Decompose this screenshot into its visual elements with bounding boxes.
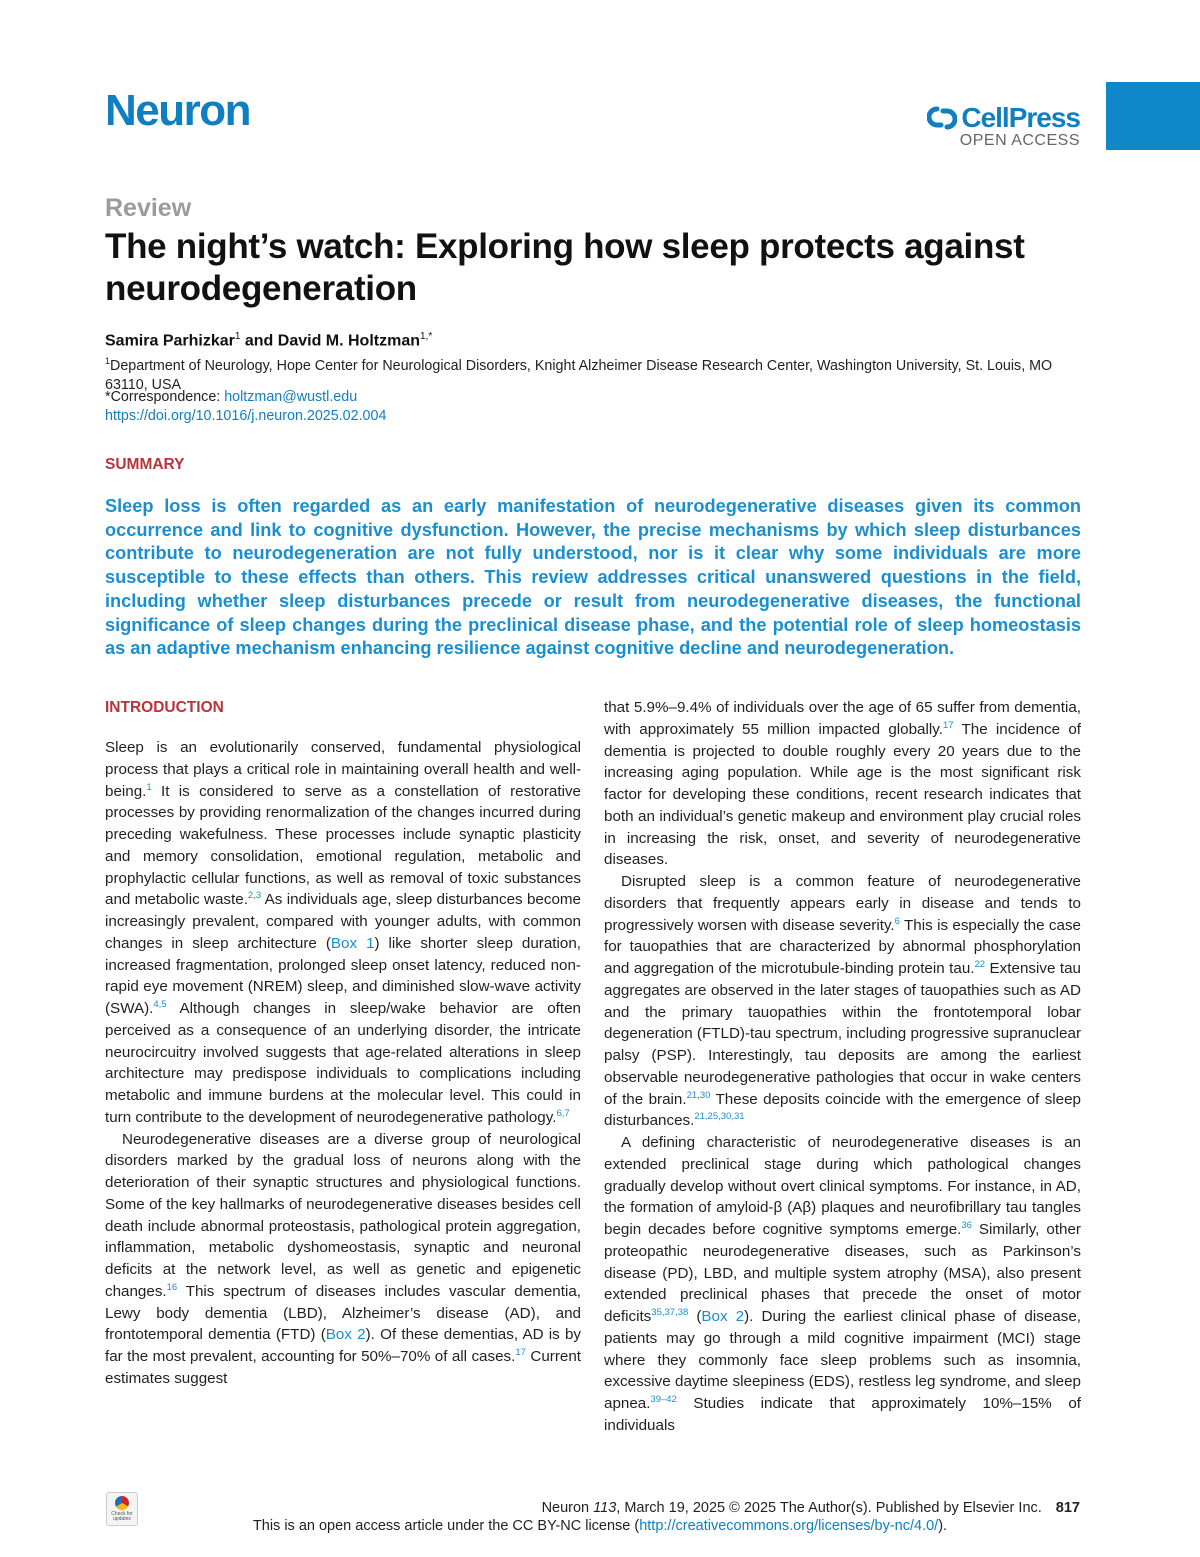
text-run: Neurodegenerative diseases are a diverse group of neurological disorders marked by the gradual loss of neurons along with the deterioration of their synaptic structures and physiological functions. Some of the key hallmarks of neurodegenerative diseases besides cell death include abnormal proteostasis, pathological protein aggregation, inflammation, metabolic dyshomeostasis, synaptic and neuronal deficits at the network level, as well as genetic and epigenetic changes. xyxy=(105,1130,581,1300)
citation-ref[interactable]: 17 xyxy=(515,1347,526,1358)
open-access-label: OPEN ACCESS xyxy=(959,132,1080,149)
cellpress-logo-icon xyxy=(927,105,957,131)
text-run: ) like shorter sleep duration, increased fragmentation, prolonged sleep onset latency, reduced non-rapid eye movement (NREM) sleep, and diminished slow-wave activity (SWA). xyxy=(105,934,581,1017)
text-run: This is especially the case for tauopathies that are characterized by abnormal phosphorylation and aggregation of the microtubule-binding protein tau. xyxy=(604,916,1081,977)
author-list xyxy=(105,331,432,350)
box-link[interactable]: Box 1 xyxy=(330,934,375,952)
citation-ref[interactable]: 16 xyxy=(166,1281,178,1293)
correspondence-email-link[interactable]: holtzman@wustl.edu xyxy=(224,389,358,405)
text-run: ). During the earliest clinical phase of disease, patients may go through a mild cognitive impairment (MCI) stage where they commonly face sleep problems such as insomnia, excessive daytime sleepiness (EDS), restless leg syndrome, and sleep apnea. xyxy=(604,1308,1081,1412)
box-link[interactable]: Box 2 xyxy=(701,1308,745,1325)
text-run: The incidence of dementia is projected to double roughly every 20 years due to the increasing aging population. While age is the most significant risk factor for developing these conditions, recent research indicates that both an individual’s genetic makeup and environment play crucial roles in increasing the risk, onset, and severity of neurodegenerative diseases. xyxy=(604,720,1082,869)
check-updates-icon xyxy=(115,1496,129,1510)
citation-ref[interactable]: 39–42 xyxy=(650,1394,677,1405)
license-link[interactable]: http://creativecommons.org/licenses/by-nc/4.0/ xyxy=(639,1518,939,1534)
citation-ref[interactable]: 36 xyxy=(961,1220,972,1231)
doi-link[interactable]: https://doi.org/10.1016/j.neuron.2025.02.004 xyxy=(105,408,387,424)
paragraph xyxy=(105,1129,581,1390)
paragraph xyxy=(604,1132,1081,1437)
publisher-logo xyxy=(927,102,1080,150)
text-run: A defining characteristic of neurodegenerative diseases is an extended preclinical stage during which pathological changes gradually develop without overt clinical symptoms. For instance, in AD, the formation of amyloid-β (Aβ) plaques and neurofibrillary tau tangles begin decades before cognitive symptoms emerge. xyxy=(604,1134,1081,1238)
license-text: ). xyxy=(938,1518,948,1534)
author-name: David M. Holtzman xyxy=(277,332,420,350)
citation-ref[interactable]: 21,25,30,31 xyxy=(694,1111,745,1123)
citation-ref[interactable]: 1 xyxy=(146,781,152,793)
badge-label: Check for updates xyxy=(111,1511,133,1522)
article-type: Review xyxy=(105,194,192,222)
box-link[interactable]: Box 2 xyxy=(325,1326,366,1344)
summary-text: Sleep loss is often regarded as an early manifestation of neurodegenerative diseases given its common occurrence and link to cognitive dysfunction. However, the precise mechanisms by which sleep disturbances contribute to neurodegeneration are not fully understood, nor is it clear why some individuals are more susceptible to these effects than others. This review addresses critical unanswered questions in the field, including whether sleep disturbances precede or result from neurodegenerative diseases, the functional significance of sleep changes during the preclinical disease phase, and the potential role of sleep homeostasis as an adaptive mechanism enhancing resilience against cognitive decline and neurodegeneration. xyxy=(105,496,1081,659)
license-text: This is an open access article under the CC BY-NC license ( xyxy=(252,1518,640,1534)
text-run: Although changes in sleep/wake behavior are often perceived as a consequence of an underlying disorder, the intricate neurocircuitry involved suggests that age-related alterations in sleep architecture may predispose individuals to complications including metabolic and immune burdens at the molecular level. This could in turn contribute to the development of neurodegenerative pathology. xyxy=(105,1000,581,1126)
paragraph xyxy=(105,737,581,1129)
left-column xyxy=(105,697,581,1390)
footer-volume: 113 xyxy=(593,1500,617,1516)
text-run: Current estimates suggest xyxy=(105,1348,581,1387)
footer-journal: Neuron xyxy=(541,1500,594,1516)
author-name: Samira Parhizkar xyxy=(105,332,235,350)
corner-tab xyxy=(1106,82,1200,150)
citation-ref[interactable]: 4,5 xyxy=(153,999,167,1010)
text-run: It is considered to serve as a constellation of restorative processes by providing renormalization of the changes incurred during preceding wakefulness. These processes include synaptic plasticity and memory consolidation, emotional regulation, metabolic and prophylactic cellular functions, as well as removal of toxic substances and metabolic waste. xyxy=(105,782,581,909)
text-run: Disrupted sleep is a common feature of neurodegenerative disorders that frequently appears early in disease and tends to progressively worsen with disease severity. xyxy=(604,873,1081,934)
correspondence xyxy=(105,389,357,405)
affiliation-marker: 1 xyxy=(105,356,111,366)
text-run: This spectrum of diseases includes vascular dementia, Lewy body dementia (LBD), Alzheimer’s disease (AD), and frontotemporal dementia (FTD) ( xyxy=(105,1282,581,1344)
citation-ref[interactable]: 6 xyxy=(894,915,900,927)
introduction-heading: INTRODUCTION xyxy=(105,699,224,716)
citation-ref[interactable]: 22 xyxy=(974,959,986,970)
footer-citation xyxy=(542,1500,1080,1516)
affiliation-marker: 1,* xyxy=(420,331,433,342)
affiliation-text: Department of Neurology, Hope Center for Neurological Disorders, Knight Alzheimer Disease Research Center, Washington University, St. Louis, MO 63110, USA xyxy=(105,357,1053,393)
author-conjunction: and xyxy=(240,332,278,350)
text-run: Studies indicate that approximately 10%–15% of individuals xyxy=(604,1395,1081,1434)
text-run: that 5.9%–9.4% of individuals over the age of 65 suffer from dementia, with approximately 55 million impacted globally. xyxy=(604,699,1081,738)
text-run: As individuals age, sleep disturbances become increasingly prevalent, compared with younger adults, with common changes in sleep architecture ( xyxy=(105,891,581,952)
publisher-brand: CellPress xyxy=(961,102,1080,133)
citation-ref[interactable]: 35,37,38 xyxy=(651,1307,689,1318)
citation-ref[interactable]: 2,3 xyxy=(247,890,262,902)
paragraph-continued xyxy=(604,697,1081,871)
citation-ref[interactable]: 17 xyxy=(942,719,954,731)
correspondence-label: *Correspondence: xyxy=(105,389,225,405)
journal-name: Neuron xyxy=(105,86,250,135)
right-column xyxy=(604,697,1081,1437)
text-run: Similarly, other proteopathic neurodegenerative diseases, such as Parkinson’s disease (PD), LBD, and multiple system atrophy (MSA), also present extended preclinical phases that precede the onset of motor deficits xyxy=(604,1221,1081,1325)
text-run: ( xyxy=(688,1308,702,1325)
paragraph xyxy=(604,871,1081,1132)
page-number: 817 xyxy=(1055,1500,1080,1516)
text-run: Sleep is an evolutionarily conserved, fundamental physiological process that plays a critical role in maintaining overall health and well-being. xyxy=(105,739,581,800)
citation-ref[interactable]: 6,7 xyxy=(556,1107,570,1119)
footer-citation-text: , March 19, 2025 © 2025 The Author(s). Published by Elsevier Inc. xyxy=(616,1500,1042,1516)
citation-ref[interactable]: 21,30 xyxy=(686,1089,711,1101)
text-run: ). Of these dementias, AD is by far the most prevalent, accounting for 50%–70% of all cases. xyxy=(105,1326,581,1365)
article-title: The night’s watch: Exploring how sleep protects against neurodegeneration xyxy=(105,227,1025,308)
summary-heading: SUMMARY xyxy=(105,456,185,473)
text-run: These deposits coincide with the emergence of sleep disturbances. xyxy=(604,1090,1081,1130)
affiliation-marker: 1 xyxy=(234,331,241,342)
text-run: Extensive tau aggregates are observed in the later stages of tauopathies such as AD and the primary tauopathies within the frontotemporal lobar degeneration (FTLD)-tau spectrum, including progressive supranuclear palsy (PSP). Interestingly, tau deposits are among the earliest observable neurodegenerative pathologies that occur in wake centers of the brain. xyxy=(604,960,1081,1108)
footer-license xyxy=(0,1518,1200,1534)
